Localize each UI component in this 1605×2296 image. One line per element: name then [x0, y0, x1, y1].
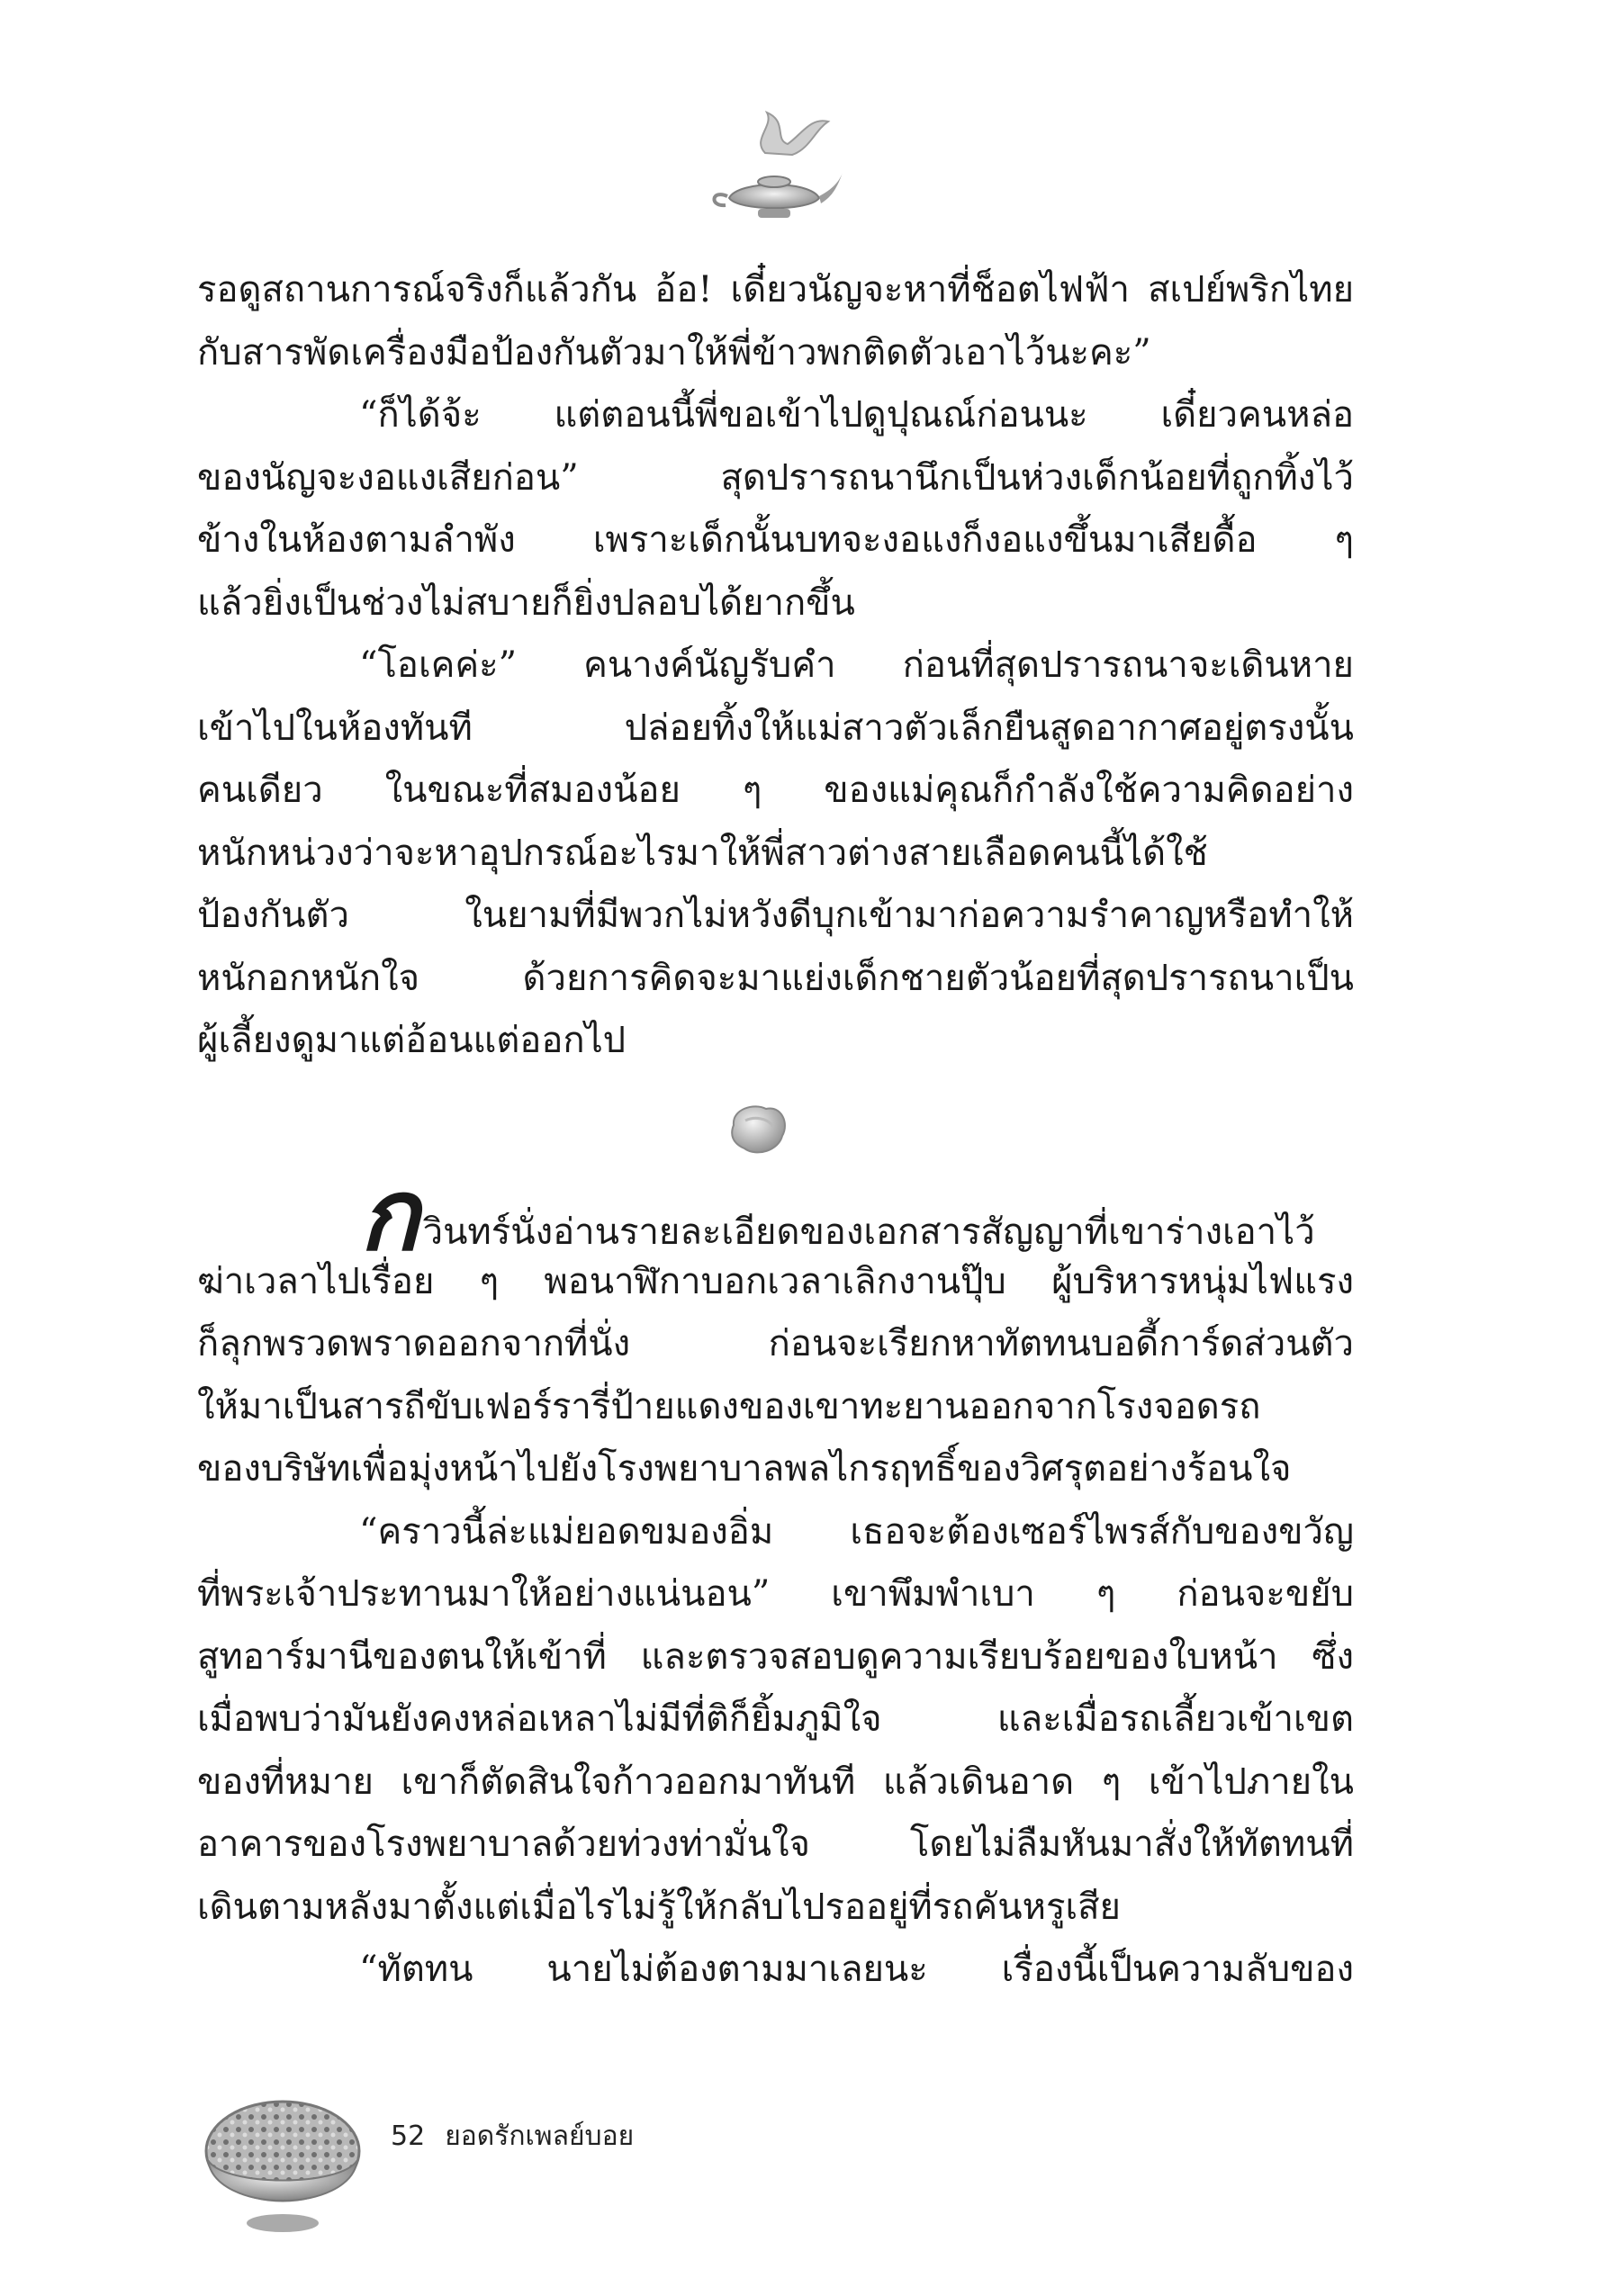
text-line: “ทัตทน นายไม่ต้องตามมาเลยนะ เรื่องนี้เป็นความลับของ	[359, 1949, 1354, 1990]
text-line: หนักอกหนักใจ ด้วยการคิดจะมาแย่งเด็กชายตัวน้อยที่สุดปรารถนาเป็น	[197, 957, 1354, 999]
text-line: ให้มาเป็นสารถีขับเฟอร์รารี่ป้ายแดงของเขาทะยานออกจากโรงจอดรถ	[197, 1385, 1261, 1427]
text-line: อาคารของโรงพยาบาลด้วยท่วงท่ามั่นใจ โดยไม่ลืมหันมาสั่งให้ทัตทนที่	[197, 1823, 1354, 1865]
text-line: ก็ลุกพรวดพราดออกจากที่นั่ง ก่อนจะเรียกหาทัตทนบอดี้การ์ดส่วนตัว	[197, 1323, 1354, 1364]
text-line: คนเดียว ในขณะที่สมองน้อย ๆ ของแม่คุณก็กำลังใช้ความคิดอย่าง	[197, 770, 1354, 811]
text-block-2	[197, 1157, 1354, 2002]
text-line: รอดูสถานการณ์จริงก็แล้วกัน อ้อ! เดี๋ยวนัญจะหาที่ช็อตไฟฟ้า สเปย์พริกไทย	[197, 269, 1354, 311]
page-number: 52	[391, 2120, 426, 2152]
book-title: ยอดรักเพลย์บอย	[445, 2120, 635, 2152]
text-line: ข้างในห้องตามลำพัง เพราะเด็กนั้นบทจะงอแงก็งอแงขึ้นมาเสียดื้อ ๆ	[197, 519, 1354, 561]
text-line: ผู้เลี้ยงดูมาแต่อ้อนแต่ออกไป	[197, 1020, 627, 1061]
text-line: “ก็ได้จ้ะ แต่ตอนนี้พี่ขอเข้าไปดูปุณณ์ก่อนนะ เดี๋ยวคนหล่อ	[359, 394, 1354, 436]
text-line: หนักหน่วงว่าจะหาอุปกรณ์อะไรมาให้พี่สาวต่างสายเลือดคนนี้ได้ใช้	[197, 832, 1208, 874]
text-line: เข้าไปในห้องทันที ปล่อยทิ้งให้แม่สาวตัวเล็กยืนสูดอากาศอยู่ตรงนั้น	[197, 707, 1354, 749]
text-line: เมื่อพบว่ามันยังคงหล่อเหลาไม่มีที่ติก็ยิ้มภูมิใจ และเมื่อรถเลี้ยวเข้าเขต	[197, 1698, 1354, 1740]
text-line: แล้วยิ่งเป็นช่วงไม่สบายก็ยิ่งปลอบได้ยากขึ้น	[197, 581, 855, 624]
text-line: ที่พระเจ้าประทานมาให้อย่างแน่นอน” เขาพึมพำเบา ๆ ก่อนจะขยับ	[197, 1573, 1354, 1615]
text-line: “คราวนี้ล่ะแม่ยอดขมองอิ่ม เธอจะต้องเซอร์ไพรส์กับของขวัญ	[359, 1510, 1354, 1553]
gem-ornament-icon	[723, 1098, 795, 1161]
drop-cap: ก	[359, 1157, 419, 1273]
text-line: เดินตามหลังมาตั้งแต่เมื่อไรไม่รู้ให้กลับไปรออยู่ที่รถคันหรูเสีย	[197, 1886, 1121, 1928]
text-line: ของบริษัทเพื่อมุ่งหน้าไปยังโรงพยาบาลพลไกรฤทธิ์ของวิศรุตอย่างร้อนใจ	[197, 1448, 1292, 1490]
page-footer	[197, 2088, 701, 2241]
dropcap-line	[197, 1157, 1354, 1273]
text-line: สูทอาร์มานีของตนให้เข้าที่ และตรวจสอบดูความเรียบร้อยของใบหน้า ซึ่ง	[197, 1635, 1354, 1678]
text-line: กับสารพัดเครื่องมือป้องกันตัวมาให้พี่ข้าวพกติดตัวเอาไว้นะคะ”	[197, 331, 1151, 374]
text-line: ของนัญจะงอแงเสียก่อน” สุดปรารถนานึกเป็นห่วงเด็กน้อยที่ถูกทิ้งไว้	[197, 456, 1354, 499]
text-line: ของที่หมาย เขาก็ตัดสินใจก้าวออกมาทันที แล้วเดินอาด ๆ เข้าไปภายใน	[197, 1760, 1354, 1803]
genie-lamp-icon	[702, 99, 846, 234]
text-line: “โอเคค่ะ” คนางค์นัญรับคำ ก่อนที่สุดปรารถนาจะเดินหาย	[359, 644, 1354, 686]
text-line: ป้องกันตัว ในยามที่มีพวกไม่หวังดีบุกเข้ามาก่อความรำคาญหรือทำให้	[197, 895, 1354, 936]
text-block-1	[197, 259, 1354, 1073]
dropcap-line-text: วินทร์นั่งอ่านรายละเอียดของเอกสารสัญญาที่เขาร่างเอาไว้	[422, 1211, 1315, 1253]
bowl-icon	[197, 2088, 368, 2241]
footer-text	[391, 2115, 654, 2157]
text-line: ฆ่าเวลาไปเรื่อย ๆ พอนาฬิกาบอกเวลาเลิกงานปุ๊บ ผู้บริหารหนุ่มไฟแรง	[197, 1260, 1354, 1302]
